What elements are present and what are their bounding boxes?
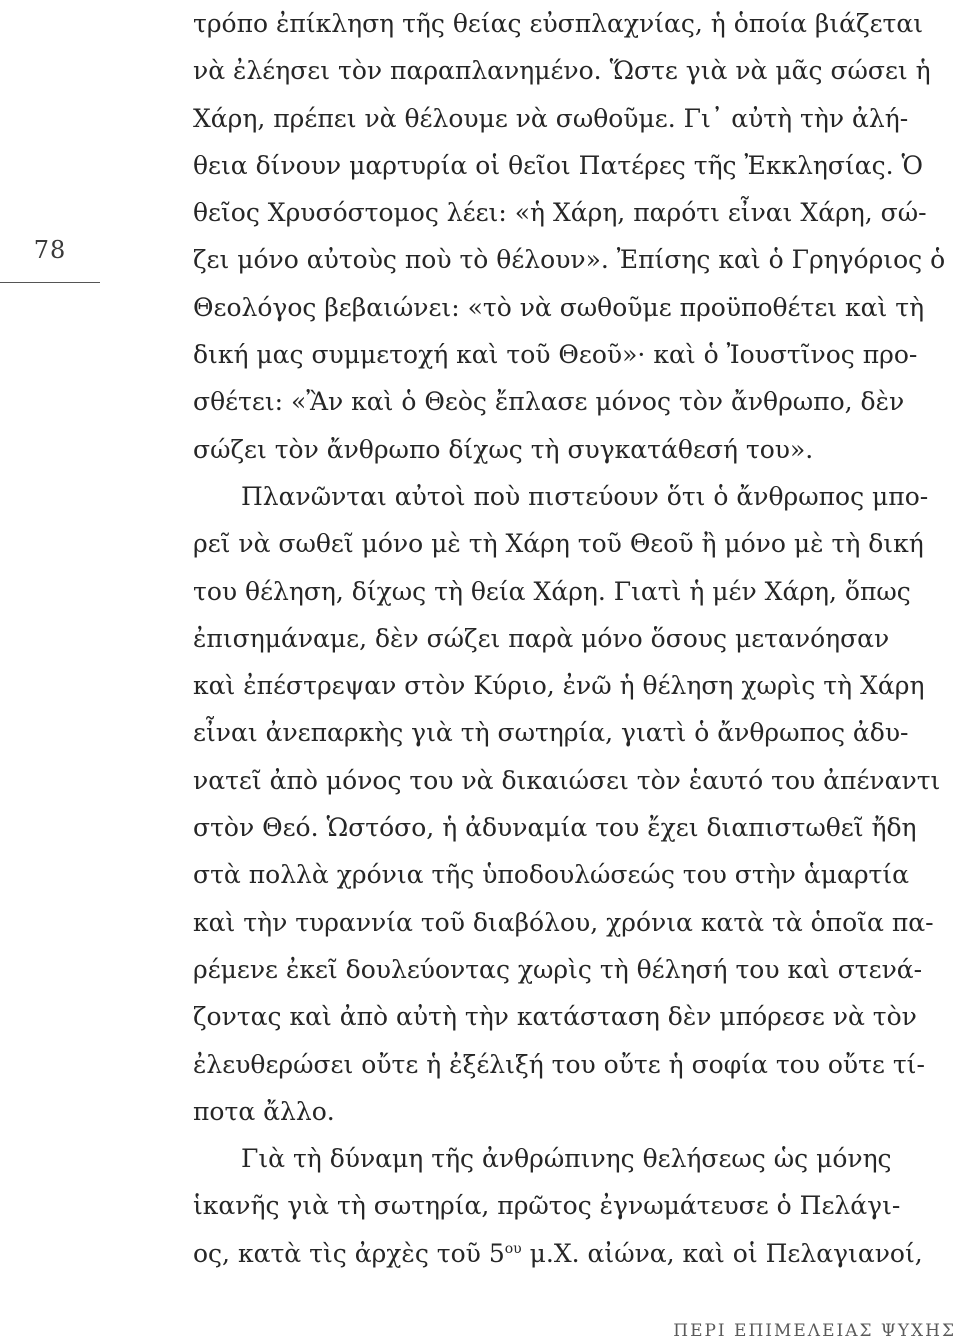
text-line-paragraph-start: Γιὰ τὴ δύναμη τῆς ἀνθρώπινης θελήσεως ὡς μόνης <box>241 1144 892 1174</box>
text-line: Θεολόγος βεβαιώνει: «τὸ νὰ σωθοῦμε προϋποθέτει καὶ τὴ <box>193 292 925 322</box>
text-line: ρεῖ νὰ σωθεῖ μόνο μὲ τὴ Χάρη τοῦ Θεοῦ ἢ μόνο μὲ τὴ δική <box>193 529 924 559</box>
text-line: ζοντας καὶ ἀπὸ αὐτὴ τὴν κατάσταση δὲν μπόρεσε νὰ τὸν <box>193 1002 917 1032</box>
text-line: ποτα ἄλλο. <box>193 1096 335 1126</box>
text-line: σθέτει: «Ἂν καὶ ὁ Θεὸς ἔπλασε μόνος τὸν ἄνθρωπο, δὲν <box>193 387 905 417</box>
text-line: εἶναι ἀνεπαρκὴς γιὰ τὴ σωτηρία, γιατὶ ὁ ἄνθρωπος ἀδυ- <box>193 718 909 748</box>
text-line: στὰ πολλὰ χρόνια τῆς ὑποδουλώσεώς του στὴν ἁμαρτία <box>193 860 910 890</box>
last-line-text-end: μ.Χ. αἰώνα, καὶ οἱ Πελαγιανοί, <box>521 1238 923 1268</box>
page-number: 78 <box>33 236 67 264</box>
text-line: Χάρη, πρέπει νὰ θέλουμε νὰ σωθοῦμε. Γι᾽ αὐτὴ τὴν ἀλή- <box>193 103 909 133</box>
ordinal-superscript: ου <box>504 1240 522 1257</box>
text-line: καὶ ἐπέστρεψαν στὸν Κύριο, ἐνῶ ἡ θέληση χωρὶς τὴ Χάρη <box>193 671 925 701</box>
text-line: νατεῖ ἀπὸ μόνος του νὰ δικαιώσει τὸν ἑαυτό του ἀπέναντι <box>193 765 941 795</box>
text-line: δική μας συμμετοχή καὶ τοῦ Θεοῦ»· καὶ ὁ Ἰουστῖνος προ- <box>193 340 918 370</box>
text-line: θεια δίνουν μαρτυρία οἱ θεῖοι Πατέρες τῆς Ἐκκλησίας. Ὁ <box>193 150 924 180</box>
running-footer: ΠΕΡΙ ΕΠΙΜΕΛΕΙΑΣ ΨΥΧΗΣ <box>673 1321 956 1341</box>
text-line: σώζει τὸν ἄνθρωπο δίχως τὴ συγκατάθεσή του». <box>193 434 814 464</box>
text-line: στὸν Θεό. Ὡστόσο, ἡ ἀδυναμία του ἔχει διαπιστωθεῖ ἤδη <box>193 813 917 843</box>
text-line: ρέμενε ἐκεῖ δουλεύοντας χωρὶς τὴ θέλησή του καὶ στενά- <box>193 954 923 984</box>
text-line: τρόπο ἐπίκληση τῆς θείας εὐσπλαχνίας, ἡ ὁποία βιάζεται <box>193 9 924 38</box>
page-number-rule <box>0 282 100 283</box>
text-line: νὰ ἐλέησει τὸν παραπλανημένο. Ὥστε γιὰ νὰ μᾶς σώσει ἡ <box>193 56 931 86</box>
text-line: ἱκανῆς γιὰ τὴ σωτηρία, πρῶτος ἐγνωμάτευσε ὁ Πελάγι- <box>193 1191 901 1221</box>
last-line-text: ος, κατὰ τὶς ἀρχὲς τοῦ 5 <box>193 1238 505 1268</box>
text-line: ἐλευθερώσει οὔτε ἡ ἐξέλιξή του οὔτε ἡ σοφία του οὔτε τί- <box>193 1049 925 1079</box>
text-line: του θέληση, δίχως τὴ θεία Χάρη. Γιατὶ ἡ μέν Χάρη, ὅπως <box>193 576 911 606</box>
body-text <box>193 0 955 1277</box>
text-line: καὶ τὴν τυραννία τοῦ διαβόλου, χρόνια κατὰ τὰ ὁποῖα πα- <box>193 907 934 937</box>
text-line: ζει μόνο αὐτοὺς ποὺ τὸ θέλουν». Ἐπίσης καὶ ὁ Γρηγόριος ὁ <box>193 245 946 275</box>
text-line: θεῖος Χρυσόστομος λέει: «ἡ Χάρη, παρότι εἶναι Χάρη, σώ- <box>193 198 927 228</box>
text-line-paragraph-start: Πλανῶνται αὐτοὶ ποὺ πιστεύουν ὅτι ὁ ἄνθρωπος μπο- <box>241 481 929 511</box>
text-line: ἐπισημάναμε, δὲν σώζει παρὰ μόνο ὅσους μετανόησαν <box>193 623 890 653</box>
text-line-last <box>193 1230 955 1277</box>
